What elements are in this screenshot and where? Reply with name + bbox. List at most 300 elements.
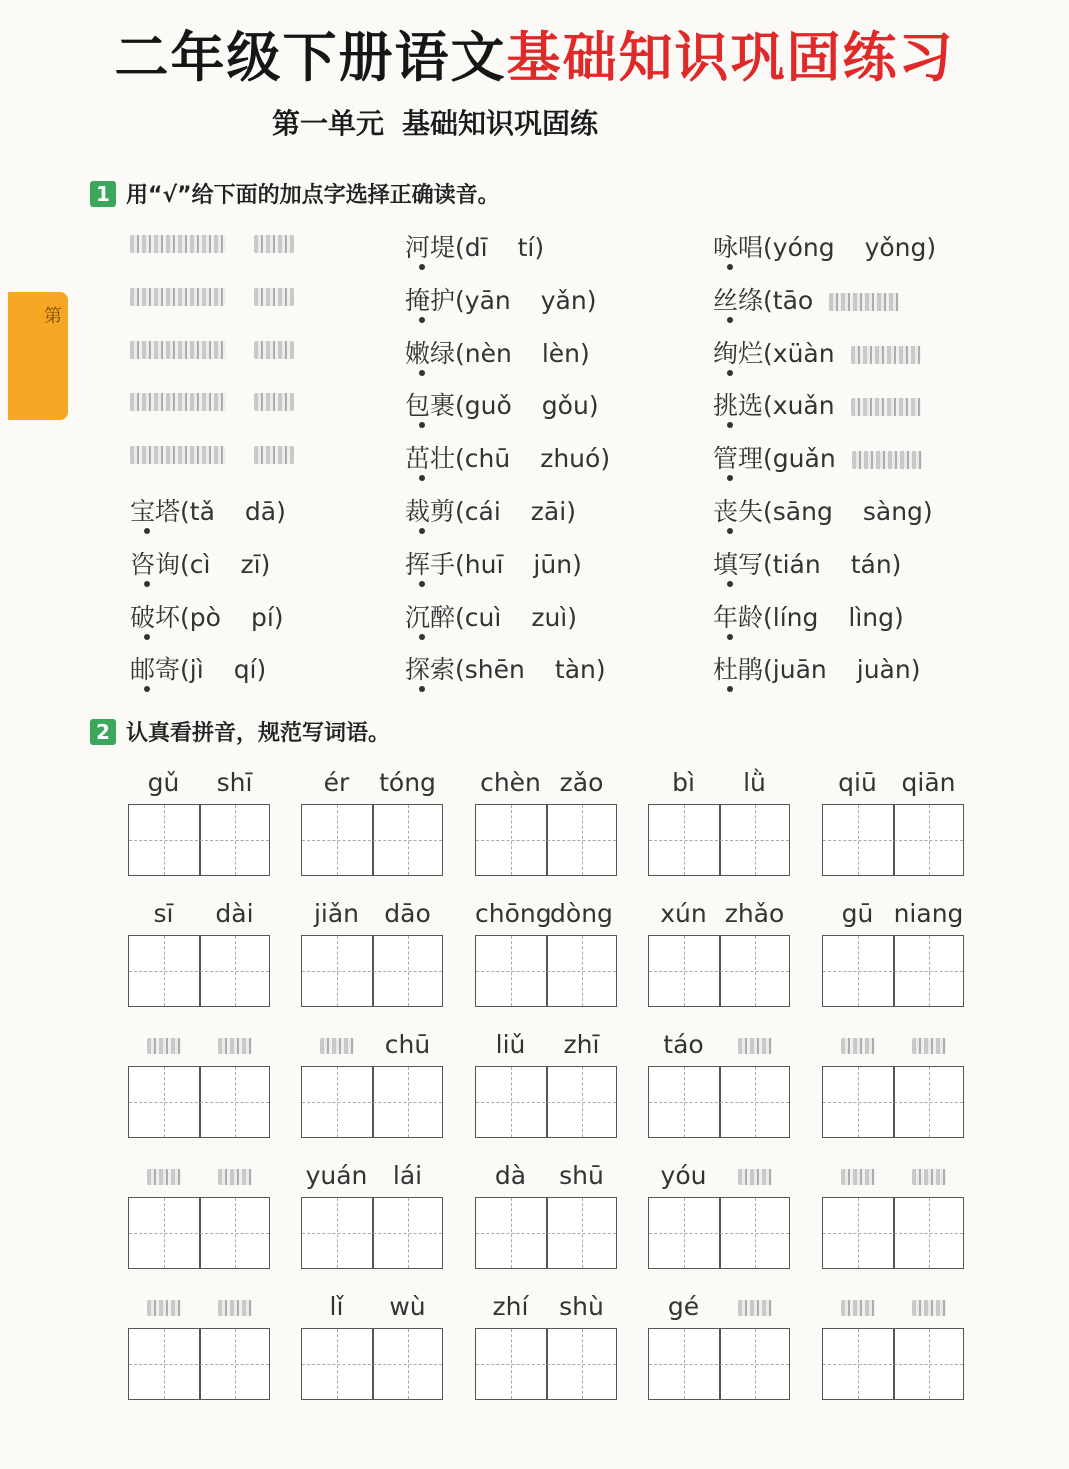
blurred-text bbox=[738, 1169, 772, 1185]
guide-line bbox=[755, 805, 756, 875]
guide-line bbox=[858, 936, 859, 1006]
guide-line bbox=[929, 1067, 930, 1137]
blurred-text bbox=[738, 1300, 772, 1316]
pinyin-label: dòng bbox=[550, 899, 613, 928]
emphasis-dot bbox=[144, 686, 150, 692]
option-a[interactable]: sāng bbox=[772, 497, 833, 526]
pinyin-label: lǐ bbox=[329, 1292, 344, 1321]
reading-word bbox=[405, 233, 455, 262]
guide-line bbox=[823, 971, 963, 972]
blurred-text bbox=[130, 393, 226, 411]
emphasis-dot bbox=[419, 264, 425, 270]
guide-line bbox=[337, 1067, 338, 1137]
option-a[interactable]: cì bbox=[189, 549, 211, 579]
pinyin-label bbox=[199, 1292, 270, 1321]
guide-line bbox=[408, 936, 409, 1006]
guide-line bbox=[129, 1102, 269, 1103]
emphasis-dot bbox=[727, 317, 733, 323]
pinyin-label: dāo bbox=[384, 899, 431, 928]
reading-word-text: 破坏 bbox=[130, 602, 181, 632]
pinyin-label bbox=[128, 1292, 199, 1321]
writing-box[interactable] bbox=[822, 1197, 964, 1269]
reading-word-text: 裁剪 bbox=[405, 497, 456, 526]
pinyin-label: shī bbox=[216, 768, 253, 797]
guide-line bbox=[302, 1102, 442, 1103]
emphasis-dot bbox=[419, 317, 425, 323]
reading-item[interactable]: 河堤 (dī tí) bbox=[405, 228, 544, 264]
emphasis-dot bbox=[419, 370, 425, 376]
pinyin-label: jiǎn bbox=[313, 899, 360, 928]
reading-word-text: 咨询 bbox=[130, 549, 181, 579]
guide-line bbox=[684, 936, 685, 1006]
writing-box[interactable] bbox=[301, 804, 443, 876]
guide-line bbox=[582, 936, 583, 1006]
reading-item[interactable]: 年龄 (líng lìng) bbox=[713, 598, 904, 634]
reading-word bbox=[713, 391, 763, 420]
reading-item[interactable]: 沉醉 (cuì zuì) bbox=[405, 598, 577, 634]
emphasis-dot bbox=[727, 422, 733, 428]
option-b[interactable]: tí bbox=[517, 233, 535, 262]
pinyin-label: xún bbox=[660, 899, 707, 928]
reading-item[interactable] bbox=[130, 228, 294, 257]
option-a[interactable]: shēn bbox=[464, 655, 525, 685]
section1-badge: 1 bbox=[90, 181, 116, 207]
writing-box[interactable] bbox=[301, 1328, 443, 1400]
pinyin-label: lǜ bbox=[743, 768, 766, 797]
section2-instruction: 认真看拼音，规范写词语。 bbox=[126, 721, 391, 746]
guide-line bbox=[649, 1233, 789, 1234]
pinyin-label: gé bbox=[667, 1292, 700, 1321]
pinyin-label bbox=[822, 1292, 893, 1321]
guide-line bbox=[235, 805, 236, 875]
reading-word bbox=[713, 550, 763, 579]
guide-line bbox=[511, 1067, 512, 1137]
reading-item[interactable]: 邮寄 (jì qí) bbox=[130, 650, 266, 686]
option-b[interactable]: lèn bbox=[541, 338, 581, 368]
option-b[interactable]: sàng bbox=[862, 497, 923, 526]
reading-item[interactable]: 丧失 (sāng sàng) bbox=[713, 492, 933, 528]
reading-item[interactable]: 包裹 (guǒ gǒu) bbox=[405, 386, 599, 422]
reading-word-text: 挥手 bbox=[405, 549, 456, 579]
reading-word-text: 沉醉 bbox=[405, 602, 456, 632]
emphasis-dot bbox=[144, 528, 150, 534]
writing-box[interactable] bbox=[128, 1066, 270, 1138]
pinyin-label: yuán bbox=[305, 1161, 368, 1190]
guide-line bbox=[476, 1102, 616, 1103]
reading-word bbox=[405, 655, 455, 684]
guide-line bbox=[164, 1329, 165, 1399]
guide-line bbox=[649, 971, 789, 972]
reading-item[interactable]: 挥手 (huī jūn) bbox=[405, 545, 582, 581]
reading-word bbox=[405, 444, 455, 473]
guide-line bbox=[476, 971, 616, 972]
writing-box[interactable] bbox=[301, 935, 443, 1007]
reading-item[interactable] bbox=[130, 334, 294, 363]
writing-box[interactable] bbox=[475, 1066, 617, 1138]
blurred-text bbox=[841, 1169, 875, 1185]
pinyin-label: tóng bbox=[379, 768, 436, 797]
blurred-text bbox=[254, 446, 294, 464]
option-a[interactable]: cuì bbox=[464, 602, 502, 632]
option-a[interactable]: guǎn bbox=[772, 444, 836, 474]
option-b[interactable]: lìng bbox=[848, 602, 894, 632]
pinyin-label bbox=[822, 1030, 893, 1059]
guide-line bbox=[408, 1198, 409, 1268]
reading-item[interactable]: 咏唱 (yóng yǒng) bbox=[713, 228, 936, 264]
guide-line bbox=[684, 1067, 685, 1137]
reading-word-text: 填写 bbox=[713, 549, 764, 579]
option-a[interactable]: xüàn bbox=[772, 338, 835, 368]
writing-box[interactable] bbox=[822, 1066, 964, 1138]
pinyin-label: ér bbox=[323, 768, 350, 797]
writing-box[interactable] bbox=[648, 804, 790, 876]
blurred-text bbox=[852, 451, 922, 469]
option-b[interactable]: zāi bbox=[530, 497, 567, 526]
option-b[interactable]: yǎn bbox=[540, 285, 587, 315]
guide-line bbox=[164, 805, 165, 875]
emphasis-dot bbox=[419, 581, 425, 587]
option-b[interactable]: gǒu bbox=[541, 391, 589, 421]
option-a[interactable]: huī bbox=[464, 549, 504, 579]
guide-line bbox=[164, 936, 165, 1006]
title-red: 基础知识巩固练习 bbox=[506, 25, 955, 89]
reading-item[interactable]: 裁剪 (cái zāi) bbox=[405, 492, 576, 528]
reading-word-text: 绚烂 bbox=[713, 338, 764, 368]
writing-box[interactable] bbox=[128, 804, 270, 876]
reading-word bbox=[713, 339, 763, 368]
reading-word-text: 杜鹃 bbox=[713, 655, 764, 685]
reading-word bbox=[130, 655, 180, 684]
option-a[interactable]: tǎ bbox=[189, 497, 215, 526]
reading-item[interactable]: 填写 (tián tán) bbox=[713, 545, 901, 581]
reading-word bbox=[713, 655, 763, 684]
reading-item[interactable]: 挑选 (xuǎn bbox=[713, 386, 921, 422]
pinyin-label: chèn bbox=[480, 768, 541, 797]
guide-line bbox=[755, 1198, 756, 1268]
writing-box[interactable] bbox=[128, 1328, 270, 1400]
guide-line bbox=[511, 1198, 512, 1268]
blurred-text bbox=[130, 288, 226, 306]
guide-line bbox=[408, 1067, 409, 1137]
writing-box[interactable] bbox=[475, 1328, 617, 1400]
option-b[interactable]: tán bbox=[850, 549, 892, 579]
blurred-text bbox=[218, 1038, 252, 1054]
reading-word bbox=[130, 497, 180, 526]
guide-line bbox=[684, 805, 685, 875]
guide-line bbox=[408, 1329, 409, 1399]
option-b[interactable]: zuì bbox=[531, 602, 568, 632]
pinyin-label: zhǎo bbox=[724, 899, 785, 928]
pinyin-label: zǎo bbox=[559, 768, 604, 797]
guide-line bbox=[511, 805, 512, 875]
reading-word-text: 邮寄 bbox=[130, 655, 181, 685]
unit-subtitle: 基础知识巩固练 bbox=[402, 107, 599, 140]
reading-item[interactable]: 茁壮 (chū zhuó) bbox=[405, 439, 610, 475]
guide-line bbox=[582, 1198, 583, 1268]
pinyin-label: qiān bbox=[901, 768, 956, 797]
option-b[interactable]: juàn bbox=[856, 655, 911, 685]
emphasis-dot bbox=[419, 528, 425, 534]
guide-line bbox=[582, 805, 583, 875]
section2-badge: 2 bbox=[90, 719, 116, 745]
guide-line bbox=[302, 1364, 442, 1365]
writing-box[interactable] bbox=[822, 1328, 964, 1400]
option-a[interactable]: dī bbox=[464, 233, 488, 262]
blurred-text bbox=[912, 1300, 946, 1316]
reading-word-text: 年龄 bbox=[713, 602, 764, 632]
writing-box[interactable] bbox=[475, 935, 617, 1007]
reading-word bbox=[130, 603, 180, 632]
reading-item[interactable]: 杜鹃 (juān juàn) bbox=[713, 650, 920, 686]
option-b[interactable]: tàn bbox=[554, 655, 596, 685]
reading-word-text: 咏唱 bbox=[713, 233, 764, 262]
pinyin-label: qiū bbox=[838, 768, 877, 797]
guide-line bbox=[302, 971, 442, 972]
reading-word bbox=[713, 497, 763, 526]
reading-word bbox=[713, 603, 763, 632]
option-a[interactable]: cái bbox=[464, 497, 501, 526]
reading-word bbox=[405, 286, 455, 315]
option-b[interactable]: zī bbox=[240, 549, 261, 579]
reading-word-text: 探索 bbox=[405, 655, 456, 685]
guide-line bbox=[929, 936, 930, 1006]
pinyin-label: zhí bbox=[492, 1292, 529, 1321]
guide-line bbox=[823, 1233, 963, 1234]
guide-line bbox=[858, 805, 859, 875]
option-a[interactable]: pò bbox=[189, 602, 221, 632]
reading-item[interactable]: 掩护 (yān yǎn) bbox=[405, 281, 596, 317]
pinyin-label bbox=[893, 1161, 964, 1190]
blurred-text bbox=[841, 1300, 875, 1316]
guide-line bbox=[476, 1364, 616, 1365]
blurred-text bbox=[130, 341, 226, 359]
pinyin-label bbox=[199, 1161, 270, 1190]
option-a[interactable]: jì bbox=[189, 655, 204, 685]
reading-word-text: 包裹 bbox=[405, 391, 456, 421]
blurred-text bbox=[829, 293, 899, 311]
pinyin-label: sī bbox=[153, 899, 174, 928]
reading-word bbox=[405, 391, 455, 420]
emphasis-dot bbox=[419, 422, 425, 428]
guide-line bbox=[929, 805, 930, 875]
option-a[interactable]: chū bbox=[464, 444, 511, 474]
writing-box[interactable] bbox=[475, 1197, 617, 1269]
pinyin-label: niang bbox=[893, 899, 964, 928]
pinyin-label bbox=[719, 1030, 790, 1059]
reading-item[interactable]: 绚烂 (xüàn bbox=[713, 334, 921, 370]
reading-word bbox=[713, 444, 763, 473]
title-black: 二年级下册语文 bbox=[114, 25, 507, 89]
guide-line bbox=[858, 1329, 859, 1399]
emphasis-dot bbox=[727, 634, 733, 640]
guide-line bbox=[302, 1233, 442, 1234]
guide-line bbox=[823, 840, 963, 841]
writing-box[interactable] bbox=[648, 1328, 790, 1400]
unit-label: 第一单元 bbox=[272, 107, 385, 140]
pinyin-label: chōng bbox=[475, 899, 552, 928]
option-b[interactable]: jūn bbox=[533, 549, 573, 579]
guide-line bbox=[649, 840, 789, 841]
emphasis-dot bbox=[419, 686, 425, 692]
pinyin-label bbox=[128, 1030, 199, 1059]
pinyin-label bbox=[719, 1161, 790, 1190]
pinyin-label: shù bbox=[559, 1292, 604, 1321]
reading-item[interactable]: 破坏 (pò pí) bbox=[130, 598, 284, 634]
reading-item[interactable]: 宝塔 (tǎ dā) bbox=[130, 492, 286, 528]
option-b[interactable]: dā bbox=[244, 497, 277, 526]
blurred-text bbox=[912, 1038, 946, 1054]
option-a[interactable]: yān bbox=[464, 285, 511, 315]
reading-item[interactable]: 管理 (guǎn bbox=[713, 439, 922, 475]
pinyin-label bbox=[199, 1030, 270, 1059]
guide-line bbox=[582, 1067, 583, 1137]
guide-line bbox=[164, 1067, 165, 1137]
option-a[interactable]: guǒ bbox=[464, 391, 512, 421]
emphasis-dot bbox=[727, 475, 733, 481]
guide-line bbox=[129, 840, 269, 841]
guide-line bbox=[476, 1233, 616, 1234]
section2-heading bbox=[90, 716, 390, 747]
section1-heading bbox=[90, 178, 500, 209]
emphasis-dot bbox=[727, 528, 733, 534]
emphasis-dot bbox=[419, 634, 425, 640]
section1-instruction: 用“√”给下面的加点字选择正确读音。 bbox=[126, 183, 500, 208]
option-b[interactable]: pí bbox=[250, 602, 274, 632]
emphasis-dot bbox=[727, 370, 733, 376]
writing-box[interactable] bbox=[128, 935, 270, 1007]
writing-box[interactable] bbox=[822, 804, 964, 876]
option-a[interactable]: tián bbox=[772, 549, 821, 579]
reading-item[interactable]: 探索 (shēn tàn) bbox=[405, 650, 606, 686]
guide-line bbox=[755, 936, 756, 1006]
guide-line bbox=[684, 1329, 685, 1399]
reading-item[interactable]: 丝绦 (tāo bbox=[713, 281, 899, 317]
reading-word-text: 挑选 bbox=[713, 391, 764, 421]
reading-item[interactable] bbox=[130, 439, 294, 468]
reading-word-text: 嫩绿 bbox=[405, 338, 456, 368]
guide-line bbox=[129, 1364, 269, 1365]
blurred-text bbox=[130, 446, 226, 464]
guide-line bbox=[235, 1198, 236, 1268]
reading-item[interactable] bbox=[130, 281, 294, 310]
reading-word bbox=[713, 233, 763, 262]
pinyin-label bbox=[822, 1161, 893, 1190]
reading-item[interactable]: 咨询 (cì zī) bbox=[130, 545, 270, 581]
pinyin-label: liǔ bbox=[495, 1030, 526, 1059]
side-tab[interactable] bbox=[8, 292, 68, 420]
blurred-text bbox=[738, 1038, 772, 1054]
writing-box[interactable] bbox=[128, 1197, 270, 1269]
option-a[interactable]: nèn bbox=[464, 338, 512, 368]
guide-line bbox=[235, 1329, 236, 1399]
reading-word-text: 丧失 bbox=[713, 497, 764, 526]
emphasis-dot bbox=[419, 475, 425, 481]
option-b[interactable]: zhuó bbox=[540, 444, 601, 474]
blurred-text bbox=[254, 288, 294, 306]
guide-line bbox=[929, 1198, 930, 1268]
blurred-text bbox=[851, 398, 921, 416]
reading-word-text: 丝绦 bbox=[713, 285, 764, 315]
side-tab-label: 第 bbox=[44, 306, 62, 327]
reading-word-text: 宝塔 bbox=[130, 497, 181, 526]
page-title bbox=[0, 24, 1069, 90]
blurred-text bbox=[912, 1169, 946, 1185]
pinyin-label bbox=[301, 1030, 372, 1059]
guide-line bbox=[684, 1198, 685, 1268]
blurred-text bbox=[218, 1300, 252, 1316]
reading-word-text: 掩护 bbox=[405, 285, 456, 315]
reading-word bbox=[405, 603, 455, 632]
pinyin-label: shū bbox=[559, 1161, 604, 1190]
guide-line bbox=[129, 1233, 269, 1234]
emphasis-dot bbox=[727, 686, 733, 692]
writing-box[interactable] bbox=[475, 804, 617, 876]
blurred-text bbox=[254, 341, 294, 359]
guide-line bbox=[337, 1198, 338, 1268]
reading-word-text: 河堤 bbox=[405, 233, 456, 262]
option-a[interactable]: yóng bbox=[772, 233, 835, 262]
pinyin-label: chū bbox=[384, 1030, 431, 1059]
writing-box[interactable] bbox=[822, 935, 964, 1007]
guide-line bbox=[582, 1329, 583, 1399]
writing-box[interactable] bbox=[648, 1197, 790, 1269]
blurred-text bbox=[320, 1038, 354, 1054]
reading-item[interactable] bbox=[130, 386, 294, 415]
guide-line bbox=[129, 971, 269, 972]
writing-box[interactable] bbox=[648, 935, 790, 1007]
guide-line bbox=[649, 1102, 789, 1103]
writing-box[interactable] bbox=[301, 1066, 443, 1138]
guide-line bbox=[235, 936, 236, 1006]
pinyin-label: zhī bbox=[563, 1030, 600, 1059]
guide-line bbox=[164, 1198, 165, 1268]
pinyin-label: gū bbox=[841, 899, 874, 928]
reading-word bbox=[713, 286, 763, 315]
pinyin-label bbox=[719, 1292, 790, 1321]
writing-box[interactable] bbox=[301, 1197, 443, 1269]
blurred-text bbox=[254, 235, 294, 253]
blurred-text bbox=[147, 1300, 181, 1316]
option-a[interactable]: tāo bbox=[772, 285, 814, 315]
option-b[interactable]: yǒng bbox=[864, 233, 927, 262]
pinyin-label: táo bbox=[663, 1030, 704, 1059]
pinyin-label: dài bbox=[215, 899, 254, 928]
guide-line bbox=[755, 1329, 756, 1399]
guide-line bbox=[823, 1364, 963, 1365]
emphasis-dot bbox=[727, 581, 733, 587]
blurred-text bbox=[841, 1038, 875, 1054]
guide-line bbox=[511, 936, 512, 1006]
guide-line bbox=[302, 840, 442, 841]
pinyin-label: gǔ bbox=[147, 768, 180, 797]
option-a[interactable]: juān bbox=[772, 655, 827, 685]
guide-line bbox=[337, 1329, 338, 1399]
emphasis-dot bbox=[144, 634, 150, 640]
guide-line bbox=[858, 1067, 859, 1137]
reading-word-text: 茁壮 bbox=[405, 444, 456, 474]
guide-line bbox=[476, 840, 616, 841]
option-a[interactable]: líng bbox=[772, 602, 819, 632]
blurred-text bbox=[147, 1038, 181, 1054]
option-a[interactable]: xuǎn bbox=[772, 391, 835, 421]
emphasis-dot bbox=[727, 264, 733, 270]
pinyin-label: dà bbox=[494, 1161, 527, 1190]
option-b[interactable]: qí bbox=[233, 655, 257, 685]
writing-box[interactable] bbox=[648, 1066, 790, 1138]
guide-line bbox=[929, 1329, 930, 1399]
reading-word bbox=[405, 497, 455, 526]
reading-item[interactable]: 嫩绿 (nèn lèn) bbox=[405, 334, 590, 370]
